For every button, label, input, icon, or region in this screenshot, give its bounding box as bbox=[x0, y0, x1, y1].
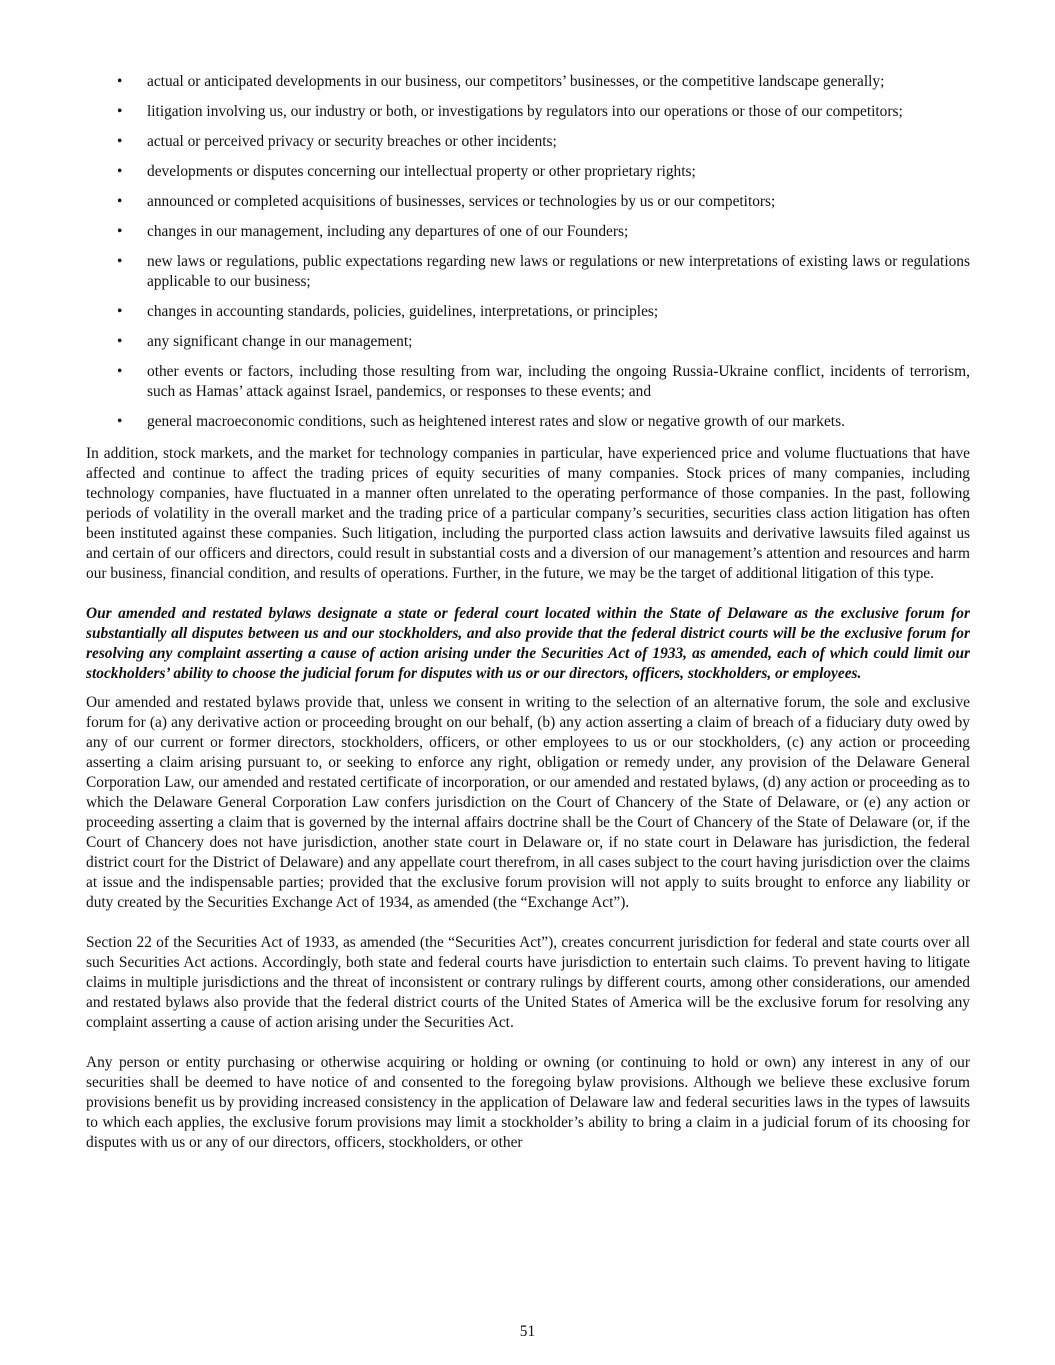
bullet-text: developments or disputes concerning our intellectual property or other proprietary rights; bbox=[147, 163, 696, 180]
bullet-text: general macroeconomic conditions, such as heightened interest rates and slow or negative growth of our markets. bbox=[147, 413, 845, 430]
bullet-symbol: • bbox=[117, 333, 123, 350]
securities-act-paragraph: Section 22 of the Securities Act of 1933, as amended (the “Securities Act”), creates concurrent jurisdiction for federal and state courts over all such Securities Act actions. Accordingly, both state and federal courts have jurisdiction to entertain such claims. To prevent having to litigate claims in multiple jurisdictions and the threat of inconsistent or contrary rulings by different courts, among other considerations, our amended and restated bylaws also provide that the federal district courts of the United States of America will be the exclusive forum for resolving any complaint asserting a cause of action arising under the Securities Act. bbox=[86, 934, 970, 1031]
bylaw-notice-paragraph: Any person or entity purchasing or otherwise acquiring or holding or owning (or continuing to hold or own) any interest in any of our securities shall be deemed to have notice of and consented to the foregoing bylaw provisions. Although we believe these exclusive forum provisions benefit us by providing increased consistency in the application of Delaware law and federal securities laws in the types of lawsuits to which each applies, the exclusive forum provisions may limit a stockholder’s ability to bring a claim in a judicial forum of its choosing for disputes with us or any of our directors, officers, stockholders, or other bbox=[86, 1054, 970, 1151]
bullet-symbol: • bbox=[117, 223, 123, 240]
bullet-symbol: • bbox=[117, 303, 123, 320]
exclusive-forum-paragraph: Our amended and restated bylaws provide that, unless we consent in writing to the selection of an alternative forum, the sole and exclusive forum for (a) any derivative action or proceeding brought on our behalf, (b) any action asserting a claim of breach of a fiduciary duty owed by any of our current or former directors, stockholders, officers, or other employees to us or our stockholders, (c) any action or proceeding asserting a claim arising pursuant to, or seeking to enforce any right, obligation or remedy under, any provision of the Delaware General Corporation Law, our amended and restated certificate of incorporation, or our amended and restated bylaws, (d) any action or proceeding as to which the Delaware General Corporation Law confers jurisdiction on the Court of Chancery of the State of Delaware, or (e) any action or proceeding asserting a claim that is governed by the internal affairs doctrine shall be the Court of Chancery of the State of Delaware (or, if the Court of Chancery does not have jurisdiction, another state court in Delaware or, if no state court in Delaware has jurisdiction, the federal district court for the District of Delaware) and any appellate court therefrom, in all cases subject to the court having jurisdiction over the claims at issue and the indispensable parties; provided that the exclusive forum provision will not apply to suits brought to enforce any liability or duty created by the Securities Exchange Act of 1934, as amended (the “Exchange Act”). bbox=[86, 694, 970, 911]
bullet-symbol: • bbox=[117, 193, 123, 210]
document-page bbox=[86, 72, 970, 1153]
bullet-symbol: • bbox=[117, 73, 123, 90]
bullet-text: changes in our management, including any departures of one of our Founders; bbox=[147, 223, 629, 240]
market-volatility-paragraph: In addition, stock markets, and the market for technology companies in particular, have experienced price and volume fluctuations that have affected and continue to affect the trading prices of equity securities of many companies. Stock prices of many companies, including technology companies, have fluctuated in a manner often unrelated to the operating performance of those companies. In the past, following periods of volatility in the overall market and the trading price of a particular company’s securities, securities class action litigation has often been instituted against these companies. Such litigation, including the purported class action lawsuits and derivative lawsuits filed against us and certain of our officers and directors, could result in substantial costs and a diversion of our management’s attention and resources and harm our business, financial condition, and results of operations. Further, in the future, we may be the target of additional litigation of this type. bbox=[86, 445, 970, 582]
bullet-text: announced or completed acquisitions of businesses, services or technologies by us or our competitors; bbox=[147, 193, 776, 210]
bullet-text: actual or perceived privacy or security breaches or other incidents; bbox=[147, 133, 557, 150]
bullet-item bbox=[86, 332, 970, 352]
bullet-text: litigation involving us, our industry or both, or investigations by regulators into our operations or those of our competitors; bbox=[147, 103, 903, 120]
bullet-text: any significant change in our management; bbox=[147, 333, 413, 350]
bullet-item bbox=[86, 192, 970, 212]
bullet-item bbox=[86, 102, 970, 122]
bullet-item bbox=[86, 132, 970, 152]
bullet-item bbox=[86, 412, 970, 432]
bullet-item bbox=[86, 222, 970, 242]
bullet-item bbox=[86, 162, 970, 182]
bullet-text: actual or anticipated developments in our business, our competitors’ businesses, or the competitive landscape generally; bbox=[147, 73, 885, 90]
bullet-symbol: • bbox=[117, 413, 123, 430]
risk-factor-bullet-list bbox=[86, 72, 970, 432]
bullet-symbol: • bbox=[117, 363, 123, 380]
bullet-text: changes in accounting standards, policies, guidelines, interpretations, or principles; bbox=[147, 303, 659, 320]
bullet-symbol: • bbox=[117, 133, 123, 150]
page-number: 51 bbox=[519, 1323, 536, 1340]
bullet-symbol: • bbox=[117, 103, 123, 120]
bullet-symbol: • bbox=[117, 253, 123, 270]
bullet-symbol: • bbox=[117, 163, 123, 180]
bullet-item bbox=[86, 302, 970, 322]
bullet-item bbox=[86, 72, 970, 92]
bullet-text: other events or factors, including those resulting from war, including the ongoing Russia-Ukraine conflict, incidents of terrorism, such as Hamas’ attack against Israel, pandemics, or responses to these events; and bbox=[147, 363, 970, 400]
risk-factor-heading: Our amended and restated bylaws designate a state or federal court located within the State of Delaware as the exclusive forum for substantially all disputes between us and our stockholders, and also provide that the federal district courts will be the exclusive forum for resolving any complaint asserting a cause of action arising under the Securities Act of 1933, as amended, each of which could limit our stockholders’ ability to choose the judicial forum for disputes with us or our directors, officers, stockholders, or employees. bbox=[86, 605, 970, 682]
bullet-text: new laws or regulations, public expectations regarding new laws or regulations or new interpretations of existing laws or regulations applicable to our business; bbox=[147, 253, 970, 290]
bullet-item bbox=[86, 362, 970, 402]
bullet-item bbox=[86, 252, 970, 292]
